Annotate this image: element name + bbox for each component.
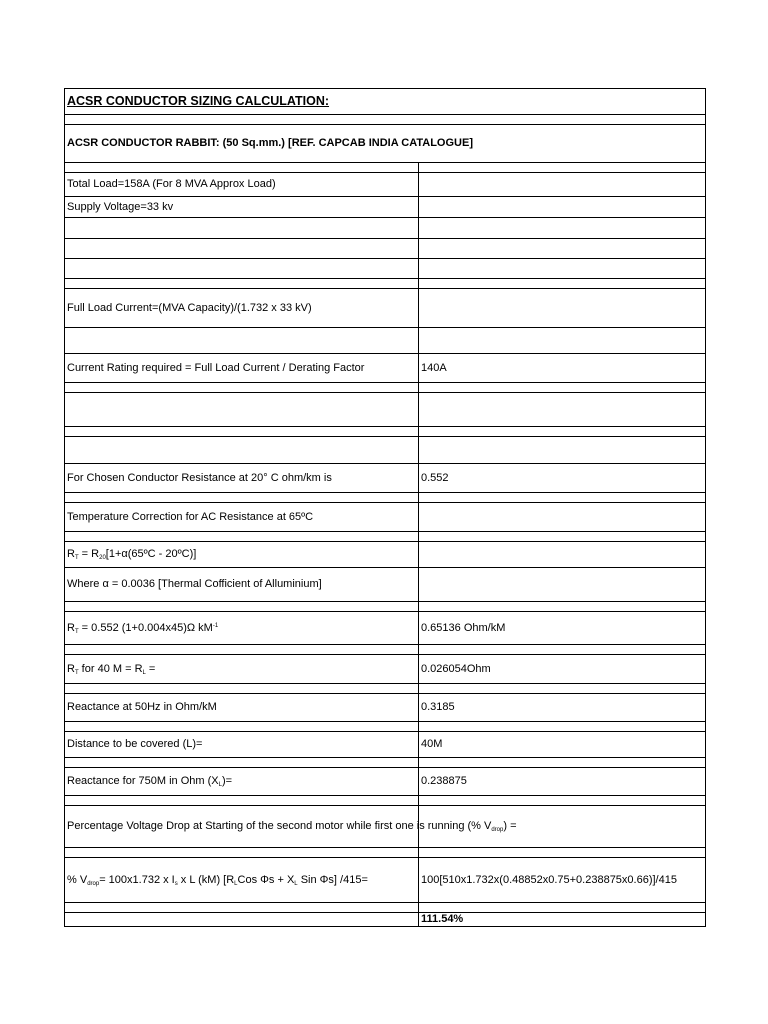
result-value: 111.54% [419, 913, 706, 927]
rt-40m: $R_T$ for 40 $M = R_L$ = [65, 655, 419, 684]
reactance-value: 0.3185 [419, 694, 706, 722]
reactance-750-label: Reactance for 750M in Ohm $(X_L)=$ [65, 768, 419, 796]
temp-correction-label: Temperature Correction for AC Resistance at 65ºC [65, 503, 419, 532]
calculation-sheet [64, 88, 706, 927]
table-row [65, 655, 706, 684]
sheet-title: ACSR CONDUCTOR SIZING CALCULATION: [65, 89, 706, 115]
title-row [65, 89, 706, 115]
table-row [65, 464, 706, 493]
table-row [65, 173, 706, 197]
pct-drop-label: Percentage Voltage Drop at Starting of the second motor while first one is running (% $V_{drop}$) = [65, 806, 419, 848]
rt-40m-value: 0.026054Ohm [419, 655, 706, 684]
current-rating-value: 140A [419, 354, 706, 383]
table-row [65, 732, 706, 758]
full-load-current-label: Full Load Current=(MVA Capacity)/(1.732 x 33 kV) [65, 289, 419, 328]
table-row [65, 542, 706, 568]
table-row [65, 568, 706, 602]
vdrop-value: 100[510x1.732x(0.48852x0.75+0.238875x0.66)]/415 [419, 858, 706, 903]
subtitle-row [65, 125, 706, 163]
table-row [65, 197, 706, 218]
table-row [65, 503, 706, 532]
table-row [65, 858, 706, 903]
table-row [65, 806, 706, 848]
resistance-value: 0.552 [419, 464, 706, 493]
vdrop-formula: % $V_{drop}= 100x1.732$ x $I_s$ x L (kM) [$R_LCos$ $\Phi s + X_L$ Sin Φs] /415= [65, 858, 419, 903]
reactance-label: Reactance at 50Hz in Ohm/kM [65, 694, 419, 722]
resistance-label: For Chosen Conductor Resistance at 20° C ohm/km is [65, 464, 419, 493]
table-row [65, 694, 706, 722]
rt-calc: $R_T = 0.552$ (1+0.004x45)Ω $kM^{-1}$ [65, 612, 419, 645]
distance-label: Distance to be covered (L)= [65, 732, 419, 758]
table-row [65, 612, 706, 645]
supply-voltage-label: Supply Voltage=33 kv [65, 197, 419, 218]
total-load-label: Total Load=158A (For 8 MVA Approx Load) [65, 173, 419, 197]
table-row [65, 354, 706, 383]
rt-formula: $R_T$ = $R_{20}[1+\alpha(65ºC$ - 20ºC)] [65, 542, 419, 568]
table-row [65, 289, 706, 328]
reactance-750-value: 0.238875 [419, 768, 706, 796]
alpha-note: Where α = 0.0036 [Thermal Cofficient of Alluminium] [65, 568, 419, 602]
rt-calc-value: 0.65136 Ohm/kM [419, 612, 706, 645]
current-rating-label: Current Rating required = Full Load Current / Derating Factor [65, 354, 419, 383]
result-row [65, 913, 706, 927]
table-row [65, 768, 706, 796]
sheet-subtitle: ACSR CONDUCTOR RABBIT: (50 Sq.mm.) [REF. CAPCAB INDIA CATALOGUE] [65, 125, 706, 163]
distance-value: 40M [419, 732, 706, 758]
